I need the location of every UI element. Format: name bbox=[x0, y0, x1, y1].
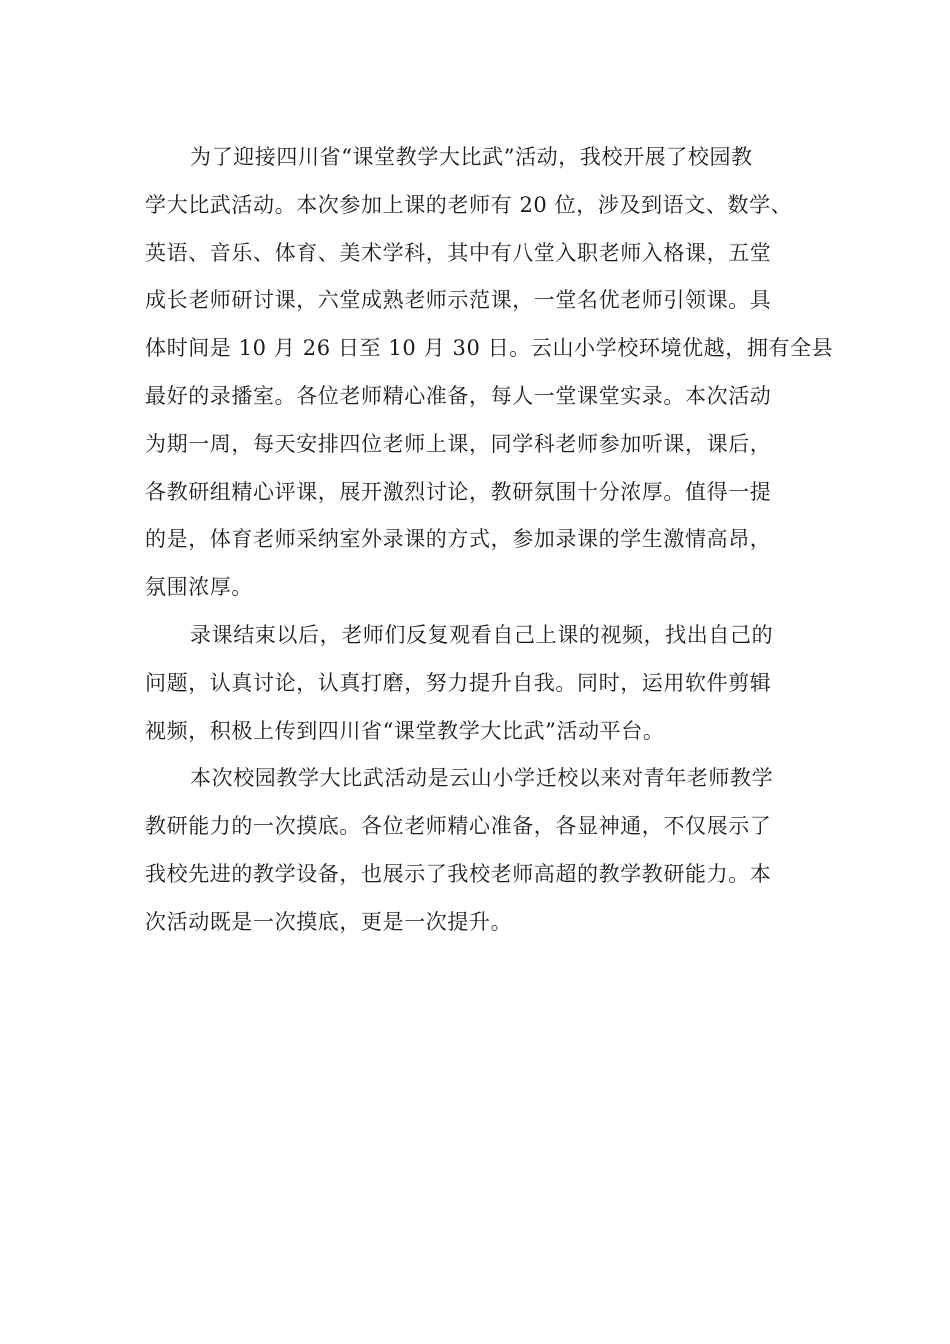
paragraph-1-line-9: 的是，体育老师采纳室外录课的方式，参加录课的学生激情高昂， bbox=[145, 527, 772, 552]
paragraph-1-line-2: 学大比武活动。本次参加上课的老师有 20 位，涉及到语文、数学、 bbox=[145, 192, 793, 217]
paragraph-3-line-4: 次活动既是一次摸底，更是一次提升。 bbox=[145, 909, 513, 934]
paragraph-1-line-10: 氛围浓厚。 bbox=[145, 575, 253, 600]
paragraph-1-line-4: 成长老师研讨课，六堂成熟老师示范课，一堂名优老师引领课。具 bbox=[145, 288, 772, 313]
paragraph-3-line-1: 本次校园教学大比武活动是云山小学迁校以来对青年老师教学 bbox=[190, 766, 774, 791]
paragraph-1-line-5: 体时间是 10 月 26 日至 10 月 30 日。云山小学校环境优越，拥有全县 bbox=[145, 336, 834, 361]
paragraph-2-line-1: 录课结束以后，老师们反复观看自己上课的视频，找出自己的 bbox=[190, 622, 774, 647]
paragraph-1-line-6: 最好的录播室。各位老师精心准备，每人一堂课堂实录。本次活动 bbox=[145, 383, 772, 408]
paragraph-1-line-1: 为了迎接四川省“课堂教学大比武”活动，我校开展了校园教 bbox=[190, 145, 753, 169]
paragraph-1-line-3: 英语、音乐、体育、美术学科，其中有八堂入职老师入格课，五堂 bbox=[145, 240, 772, 265]
document-body bbox=[145, 134, 834, 947]
paragraph-1-line-8: 各教研组精心评课，展开激烈讨论，教研氛围十分浓厚。值得一提 bbox=[145, 479, 772, 504]
paragraph-3-line-2: 教研能力的一次摸底。各位老师精心准备，各显神通，不仅展示了 bbox=[145, 814, 772, 839]
paragraph-2-line-3: 视频，积极上传到四川省“课堂教学大比武”活动平台。 bbox=[145, 718, 665, 743]
paragraph-3-line-3: 我校先进的教学设备，也展示了我校老师高超的教学教研能力。本 bbox=[145, 861, 772, 886]
paragraph-2-line-2: 问题，认真讨论，认真打磨，努力提升自我。同时，运用软件剪辑 bbox=[145, 670, 772, 695]
paragraph-1-line-7: 为期一周，每天安排四位老师上课，同学科老师参加听课，课后， bbox=[145, 431, 772, 456]
